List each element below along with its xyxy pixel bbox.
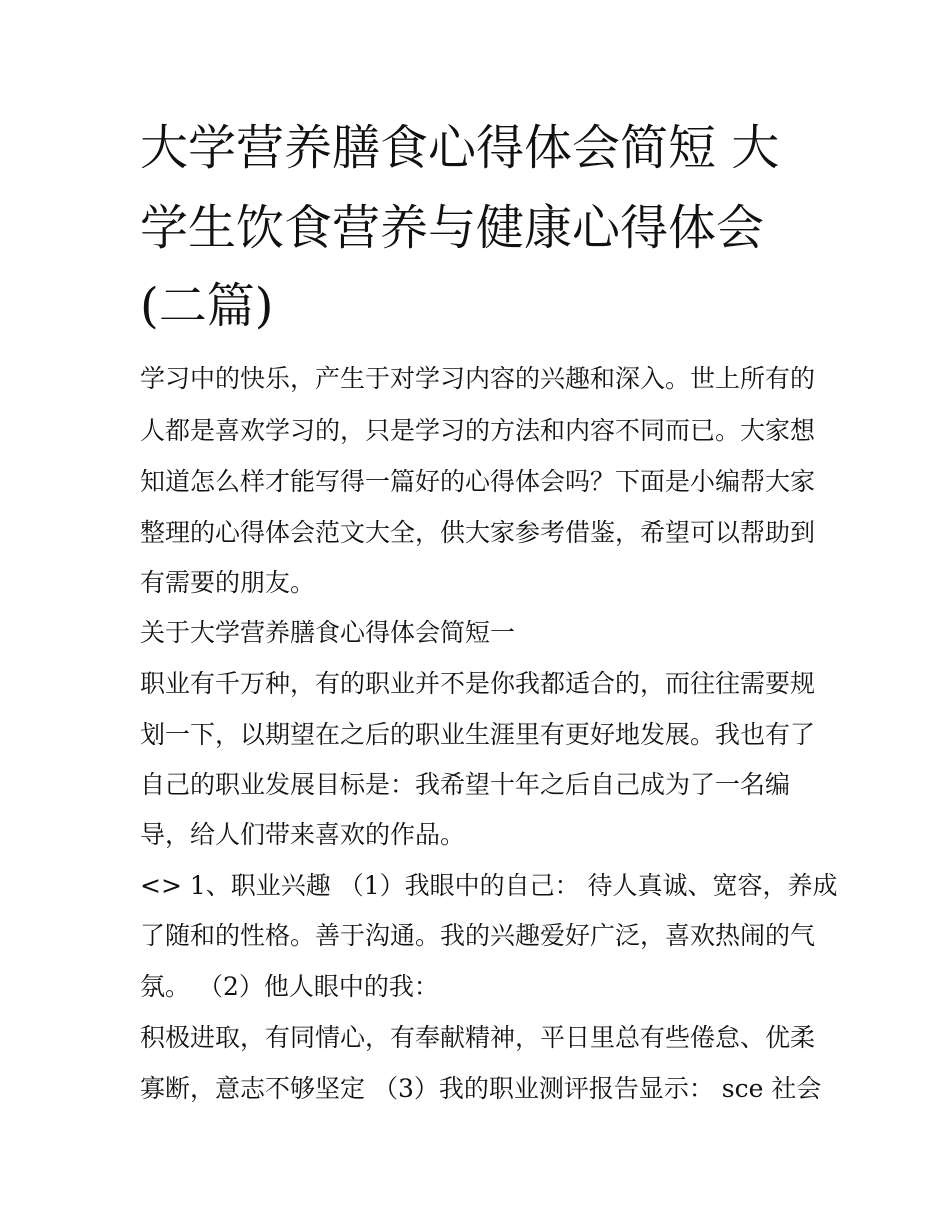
document-title-line-2: 学生饮食营养与健康心得体会 bbox=[140, 200, 765, 256]
body-line: 知道怎么样才能写得一篇好的心得体会吗？下面是小编帮大家 bbox=[140, 467, 816, 496]
body-line: 划一下，以期望在之后的职业生涯里有更好地发展。我也有了 bbox=[140, 720, 816, 749]
body-line: 人都是喜欢学习的，只是学习的方法和内容不同而已。大家想 bbox=[140, 416, 816, 445]
body-line: 了随和的性格。善于沟通。我的兴趣爱好广泛，喜欢热闹的气 bbox=[140, 921, 816, 950]
body-line: 有需要的朋友。 bbox=[140, 568, 316, 597]
section-heading: 关于大学营养膳食心得体会简短一 bbox=[140, 618, 516, 647]
body-line: 整理的心得体会范文大全，供大家参考借鉴，希望可以帮助到 bbox=[140, 518, 816, 547]
document-title-line-3: (二篇) bbox=[140, 278, 274, 334]
body-line: 职业有千万种，有的职业并不是你我都适合的，而往往需要规 bbox=[140, 669, 816, 698]
body-line: 寡断，意志不够坚定 （3）我的职业测评报告显示： sce 社会 bbox=[140, 1074, 822, 1103]
document-title-line-1: 大学营养膳食心得体会简短 大 bbox=[140, 120, 780, 176]
body-line: 积极进取，有同情心，有奉献精神，平日里总有些倦怠、优柔 bbox=[140, 1023, 816, 1052]
body-line: 导，给人们带来喜欢的作品。 bbox=[140, 820, 466, 849]
body-line: 氛。 （2）他人眼中的我： bbox=[140, 972, 439, 1001]
body-line: <> 1、职业兴趣 （1）我眼中的自己： 待人真诚、宽容，养成 bbox=[140, 871, 838, 900]
body-line: 学习中的快乐，产生于对学习内容的兴趣和深入。世上所有的 bbox=[140, 364, 816, 393]
body-line: 自己的职业发展目标是：我希望十年之后自己成为了一名编 bbox=[140, 770, 791, 799]
